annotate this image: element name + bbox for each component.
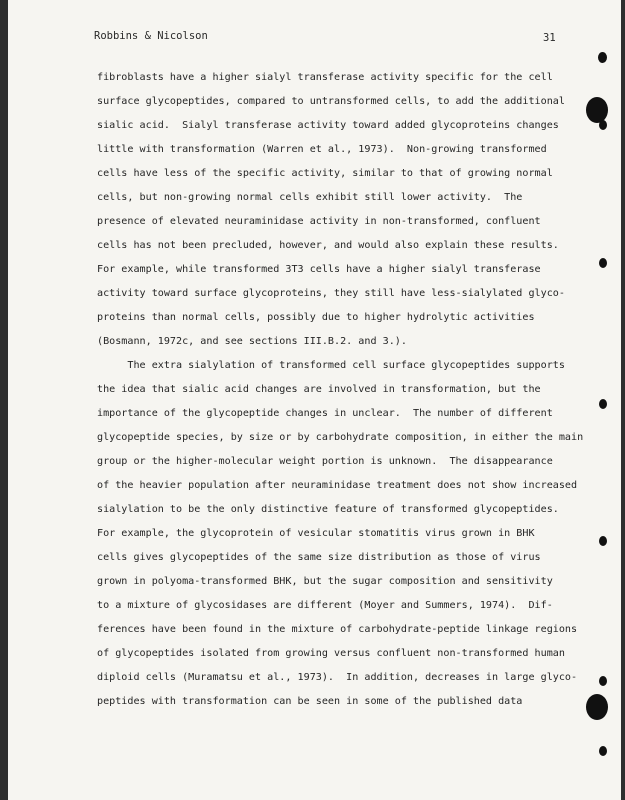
body-line: diploid cells (Muramatsu et al., 1973). In addition, decreases in large glyco- — [97, 672, 578, 683]
body-line: For example, while transformed 3T3 cells have a higher sialyl transferase — [97, 264, 541, 275]
running-head: Robbins & Nicolson — [94, 30, 208, 42]
punch-hole — [586, 694, 608, 720]
body-line: activity toward surface glycoproteins, they still have less-sialylated glyco- — [97, 288, 565, 299]
body-line: peptides with transformation can be seen in some of the published data — [97, 696, 523, 707]
body-line: sialylation to be the only distinctive feature of transformed glycopeptides. — [97, 504, 559, 515]
body-line: proteins than normal cells, possibly due to higher hydrolytic activities — [97, 312, 535, 323]
body-line: sialic acid. Sialyl transferase activity toward added glycoproteins changes — [97, 120, 559, 131]
punch-hole — [599, 120, 607, 130]
body-line: of the heavier population after neuraminidase treatment does not show increased — [97, 480, 578, 491]
body-line: to a mixture of glycosidases are different (Moyer and Summers, 1974). Dif- — [97, 600, 553, 611]
body-line: cells has not been precluded, however, and would also explain these results. — [97, 240, 559, 251]
body-line: importance of the glycopeptide changes in unclear. The number of different — [97, 408, 553, 419]
punch-hole — [598, 52, 607, 63]
body-line: presence of elevated neuraminidase activity in non-transformed, confluent — [97, 216, 541, 227]
body-line: (Bosmann, 1972c, and see sections III.B.2. and 3.). — [97, 336, 407, 347]
body-line: fibroblasts have a higher sialyl transferase activity specific for the cell — [97, 72, 553, 83]
body-line: For example, the glycoprotein of vesicular stomatitis virus grown in BHK — [97, 528, 535, 539]
punch-hole — [586, 97, 608, 123]
body-line: cells have less of the specific activity, similar to that of growing normal — [97, 168, 553, 179]
punch-hole — [599, 676, 607, 686]
body-line: the idea that sialic acid changes are involved in transformation, but the — [97, 384, 541, 395]
body-line: of glycopeptides isolated from growing versus confluent non-transformed human — [97, 648, 565, 659]
punch-hole — [599, 536, 607, 546]
document-page — [8, 0, 621, 800]
punch-hole — [599, 258, 607, 268]
body-line: glycopeptide species, by size or by carbohydrate composition, in either the main — [97, 432, 584, 443]
body-line: The extra sialylation of transformed cell surface glycopeptides supports — [97, 360, 565, 371]
body-line: ferences have been found in the mixture of carbohydrate-peptide linkage regions — [97, 624, 578, 635]
body-line: group or the higher-molecular weight portion is unknown. The disappearance — [97, 456, 553, 467]
punch-hole — [599, 399, 607, 409]
body-line: cells gives glycopeptides of the same size distribution as those of virus — [97, 552, 541, 563]
punch-hole — [599, 746, 607, 756]
body-line: cells, but non-growing normal cells exhibit still lower activity. The — [97, 192, 523, 203]
body-line: grown in polyoma-transformed BHK, but the sugar composition and sensitivity — [97, 576, 553, 587]
body-line: little with transformation (Warren et al., 1973). Non-growing transformed — [97, 144, 547, 155]
body-line: surface glycopeptides, compared to untransformed cells, to add the additional — [97, 96, 565, 107]
page-number: 31 — [543, 32, 556, 44]
